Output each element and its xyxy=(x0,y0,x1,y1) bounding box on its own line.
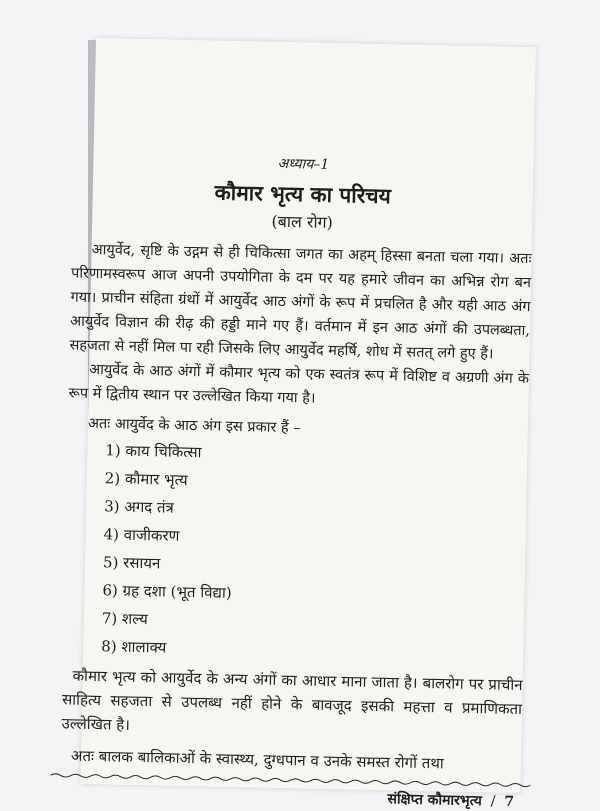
page-content xyxy=(61,148,534,777)
chapter-subtitle: (बाल रोग) xyxy=(271,211,334,232)
list-item: 6) ग्रह दशा (भूत विद्या) xyxy=(102,581,232,602)
paragraph-4: अतः बालक बालिकाओं के स्वास्थ्य, दुग्धपान व उनके समस्त रोगों तथा xyxy=(70,746,444,773)
paragraph-1: आयुर्वेद, सृष्टि के उद्गम से ही चिकित्सा जगत का अहम् हिस्सा बनता चला गया। अतः परिणामस्वरूप आज अपनी उपयोगिता के दम पर यह हमारे जीवन का अभिन्न रोग बन गया। प्राचीन संहिता ग्रंथों में आयुर्वेद आठ अंगों के रूप में प्रचलित है और यही आठ अंग आयुर्वेद विज्ञान की रीढ़ की हड्डी माने गए हैं। वर्तमान में इन आठ अंगों की उपलब्धता, सहजता से नहीं मिल पा रही जिसके लिए आयुर्वेद महर्षि, शोध में सतत् लगे हुए हैं। xyxy=(69,241,532,363)
list-item: 4) वाजीकरण xyxy=(103,525,180,545)
list-item: 3) अगद तंत्र xyxy=(104,497,175,517)
chapter-title: कौमार भृत्य का परिचय xyxy=(214,179,392,209)
list-item: 8) शालाक्य xyxy=(101,637,167,657)
list-item: 7) शल्य xyxy=(101,609,148,629)
paragraph-2: आयुर्वेद के आठ अंगों में कौमार भृत्य को एक स्वतंत्र रूप में विशिष्ट व अग्रणी अंग के रूप में द्वितीय स्थान पर उल्लेखित किया गया है। xyxy=(68,361,530,407)
footer-separator: / xyxy=(490,793,496,810)
footer-book-title: संक्षिप्त कौमारभृत्य xyxy=(387,791,483,810)
list-intro: अतः आयुर्वेद के आठ अंग इस प्रकार हैं – xyxy=(87,415,301,437)
page-number: 7 xyxy=(504,793,515,810)
paragraph-3: कौमार भृत्य को आयुर्वेद के अन्य अंगों का आधार माना जाता है। बालरोग पर प्राचीन साहित्य सहजता से उपलब्ध नहीं होने के बावजूद इसकी महत्ता व प्रमाणिकता उल्लेखित है। xyxy=(61,666,523,734)
limbs-list xyxy=(63,435,528,669)
book-page xyxy=(61,38,536,810)
page-footer xyxy=(387,789,514,811)
list-item: 1) काय चिकित्सा xyxy=(105,441,202,462)
chapter-label: अध्याय–1 xyxy=(277,155,330,173)
list-item: 5) रसायन xyxy=(102,553,161,573)
list-item: 2) कौमार भृत्य xyxy=(104,469,188,490)
